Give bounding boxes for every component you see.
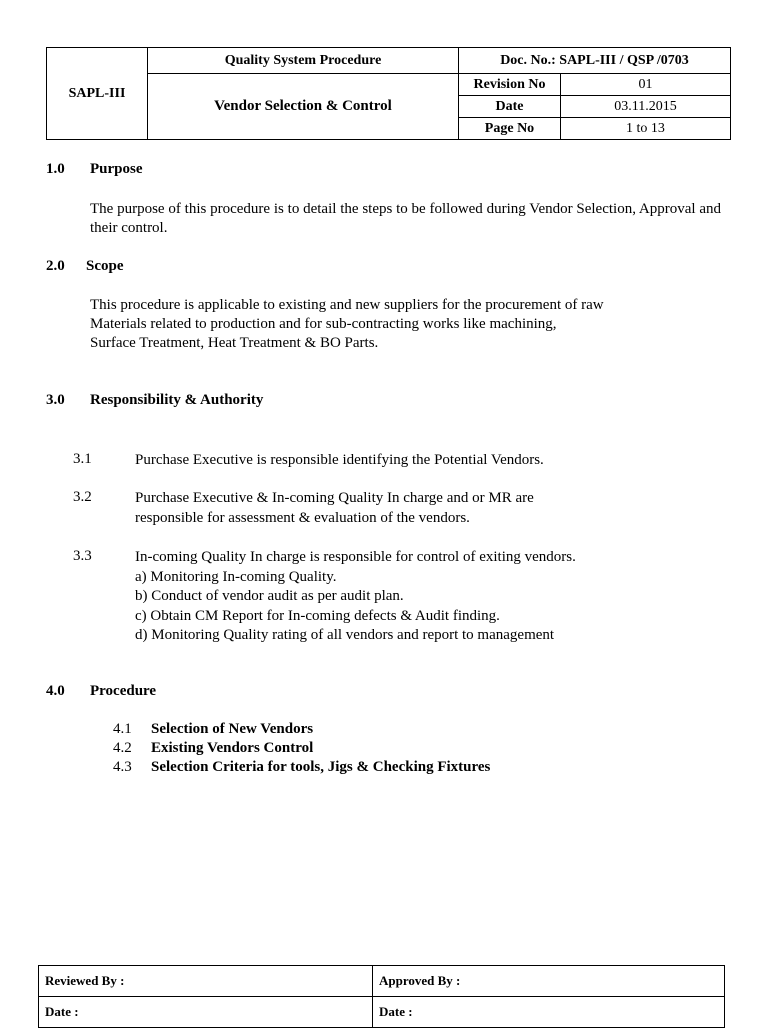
item-line: d) Monitoring Quality rating of all vendors and report to management [135, 627, 555, 643]
scope-line: Materials related to production and for sub-contracting works like machining, [90, 316, 557, 332]
review-date-label: Date : [39, 997, 373, 1028]
procedure-item-number: 4.2 [113, 740, 132, 756]
section-procedure-number: 4.0 [46, 683, 65, 699]
purpose-text: The purpose of this procedure is to detail the steps to be followed during Vendor Selection, Approval and their control. [90, 201, 721, 236]
item-line: In-coming Quality In charge is responsible for control of exiting vendors. [135, 549, 576, 565]
item-3-3-text [135, 548, 576, 646]
section-responsibility-title: Responsibility & Authority [90, 392, 264, 408]
revision-label: Revision No [459, 74, 561, 96]
section-purpose-number: 1.0 [46, 161, 65, 177]
page-label: Page No [459, 118, 561, 140]
approval-date-label: Date : [373, 997, 725, 1028]
procedure-item-existing-vendors: Existing Vendors Control [151, 740, 314, 756]
item-3-2-text [135, 489, 534, 528]
item-line: responsible for assessment & evaluation of the vendors. [135, 509, 470, 526]
item-3-1-text [135, 451, 544, 471]
procedure-type: Quality System Procedure [148, 48, 459, 74]
item-3-1-number: 3.1 [73, 451, 92, 467]
section-scope-number: 2.0 [46, 258, 65, 274]
document-header-table [46, 47, 731, 140]
document-number: Doc. No.: SAPL-III / QSP /0703 [459, 48, 731, 74]
section-procedure-title: Procedure [90, 683, 157, 699]
section-purpose-title: Purpose [90, 161, 143, 177]
scope-line: Surface Treatment, Heat Treatment & BO Parts. [90, 335, 379, 351]
item-3-3-number: 3.3 [73, 548, 92, 564]
item-line: b) Conduct of vendor audit as per audit plan. [135, 588, 404, 604]
company-name: SAPL-III [47, 48, 148, 140]
item-line: a) Monitoring In-coming Quality. [135, 568, 337, 585]
date-label: Date [459, 96, 561, 118]
scope-text [90, 296, 604, 353]
revision-value: 01 [561, 74, 731, 96]
date-value: 03.11.2015 [561, 96, 731, 118]
scope-line: This procedure is applicable to existing and new suppliers for the procurement of raw [90, 297, 604, 313]
procedure-item-number: 4.3 [113, 759, 132, 775]
procedure-item-new-vendors: Selection of New Vendors [151, 721, 314, 737]
item-line: Purchase Executive is responsible identifying the Potential Vendors. [135, 452, 544, 468]
page-value: 1 to 13 [561, 118, 731, 140]
document-title: Vendor Selection & Control [148, 74, 459, 140]
section-scope-title: Scope [86, 258, 124, 274]
approved-by-label: Approved By : [373, 966, 725, 997]
item-3-2-number: 3.2 [73, 489, 92, 505]
section-responsibility-number: 3.0 [46, 392, 65, 408]
signature-footer-table [38, 965, 725, 1028]
item-line: c) Obtain CM Report for In-coming defects & Audit finding. [135, 607, 500, 624]
item-line: Purchase Executive & In-coming Quality In charge and or MR are [135, 490, 534, 506]
reviewed-by-label: Reviewed By : [39, 966, 373, 997]
procedure-item-selection-criteria: Selection Criteria for tools, Jigs & Checking Fixtures [151, 759, 491, 775]
procedure-item-number: 4.1 [113, 721, 132, 737]
